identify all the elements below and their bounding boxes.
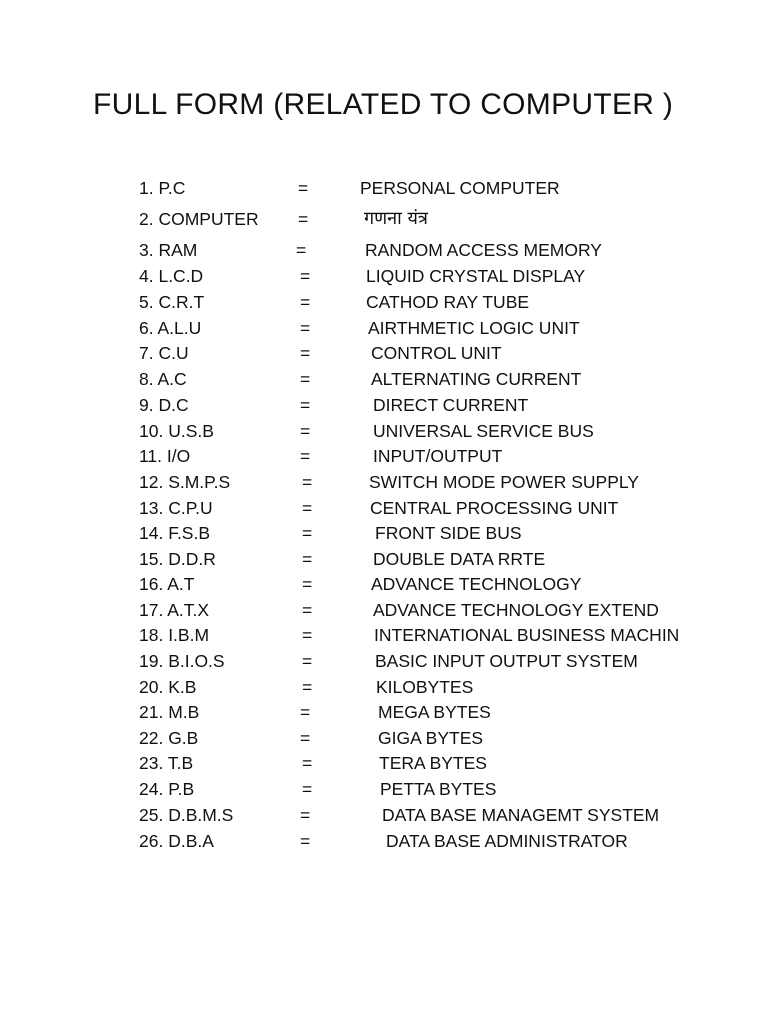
list-item [0,444,768,468]
item-abbreviation: 7. C.U [139,343,189,363]
item-full-form: DATA BASE ADMINISTRATOR [386,831,628,851]
item-abbreviation: 11. I/O [139,446,191,466]
page-title: FULL FORM (RELATED TO COMPUTER ) [93,88,674,121]
item-full-form: गणना यंत्र [364,208,428,229]
item-full-form: PETTA BYTES [380,779,497,799]
list-item [0,316,768,340]
item-equals: = [296,240,307,260]
item-equals: = [300,395,311,415]
item-abbreviation: 5. C.R.T [139,292,205,312]
item-abbreviation: 23. T.B [139,753,194,773]
item-full-form: RANDOM ACCESS MEMORY [365,240,602,260]
item-full-form: CONTROL UNIT [371,343,502,363]
list-item [0,496,768,520]
item-abbreviation: 6. A.L.U [139,318,202,338]
item-full-form: PERSONAL COMPUTER [360,178,560,198]
item-equals: = [300,805,311,825]
item-abbreviation: 22. G.B [139,728,199,748]
list-item [0,341,768,365]
item-abbreviation: 16. A.T [139,574,195,594]
item-equals: = [300,369,311,389]
list-item [0,547,768,571]
list-item [0,572,768,596]
item-equals: = [300,318,311,338]
item-abbreviation: 4. L.C.D [139,266,204,286]
item-full-form: INTERNATIONAL BUSINESS MACHIN [374,625,680,645]
item-equals: = [302,779,313,799]
item-equals: = [300,292,311,312]
list-item [0,623,768,647]
item-equals: = [300,266,311,286]
item-abbreviation: 10. U.S.B [139,421,214,441]
item-abbreviation: 21. M.B [139,702,200,722]
item-equals: = [302,651,313,671]
list-item [0,675,768,699]
item-abbreviation: 20. K.B [139,677,197,697]
list-item [0,207,768,231]
item-equals: = [302,472,313,492]
list-item [0,238,768,262]
item-equals: = [300,343,311,363]
item-full-form: UNIVERSAL SERVICE BUS [373,421,594,441]
item-full-form: BASIC INPUT OUTPUT SYSTEM [375,651,638,671]
item-full-form: AIRTHMETIC LOGIC UNIT [368,318,580,338]
item-abbreviation: 24. P.B [139,779,195,799]
item-full-form: KILOBYTES [376,677,474,697]
list-item [0,367,768,391]
item-full-form: DOUBLE DATA RRTE [373,549,546,569]
item-abbreviation: 17. A.T.X [139,600,210,620]
item-full-form: MEGA BYTES [378,702,491,722]
item-abbreviation: 2. COMPUTER [139,209,259,229]
item-equals: = [300,831,311,851]
list-item [0,419,768,443]
item-full-form: ALTERNATING CURRENT [371,369,582,389]
list-item [0,521,768,545]
item-abbreviation: 26. D.B.A [139,831,214,851]
item-full-form: SWITCH MODE POWER SUPPLY [369,472,639,492]
item-full-form: DIRECT CURRENT [373,395,529,415]
list-item [0,470,768,494]
list-item [0,264,768,288]
list-item [0,290,768,314]
item-equals: = [302,753,313,773]
item-equals: = [302,600,313,620]
item-equals: = [300,446,311,466]
item-abbreviation: 13. C.P.U [139,498,213,518]
item-equals: = [298,178,309,198]
list-item [0,393,768,417]
item-equals: = [300,421,311,441]
item-equals: = [300,728,311,748]
item-equals: = [302,523,313,543]
list-item [0,176,768,200]
item-equals: = [302,574,313,594]
item-full-form: INPUT/OUTPUT [373,446,503,466]
item-abbreviation: 8. A.C [139,369,187,389]
item-full-form: ADVANCE TECHNOLOGY EXTEND [373,600,659,620]
item-full-form: TERA BYTES [379,753,487,773]
item-abbreviation: 19. B.I.O.S [139,651,225,671]
item-full-form: CENTRAL PROCESSING UNIT [370,498,619,518]
list-item [0,803,768,827]
list-item [0,598,768,622]
item-abbreviation: 25. D.B.M.S [139,805,234,825]
item-equals: = [302,549,313,569]
item-full-form: ADVANCE TECHNOLOGY [371,574,582,594]
item-equals: = [298,209,309,229]
item-full-form: FRONT SIDE BUS [375,523,522,543]
item-full-form: DATA BASE MANAGEMT SYSTEM [382,805,660,825]
item-full-form: LIQUID CRYSTAL DISPLAY [366,266,586,286]
item-abbreviation: 1. P.C [139,178,186,198]
list-item [0,700,768,724]
item-abbreviation: 12. S.M.P.S [139,472,231,492]
item-abbreviation: 18. I.B.M [139,625,210,645]
item-full-form: GIGA BYTES [378,728,484,748]
item-full-form: CATHOD RAY TUBE [366,292,530,312]
list-item [0,649,768,673]
item-abbreviation: 14. F.S.B [139,523,211,543]
item-abbreviation: 15. D.D.R [139,549,216,569]
item-abbreviation: 9. D.C [139,395,189,415]
list-item [0,726,768,750]
item-equals: = [302,498,313,518]
item-equals: = [300,702,311,722]
list-item [0,751,768,775]
list-item [0,777,768,801]
item-equals: = [302,625,313,645]
item-abbreviation: 3. RAM [139,240,198,260]
item-equals: = [302,677,313,697]
list-item [0,829,768,853]
